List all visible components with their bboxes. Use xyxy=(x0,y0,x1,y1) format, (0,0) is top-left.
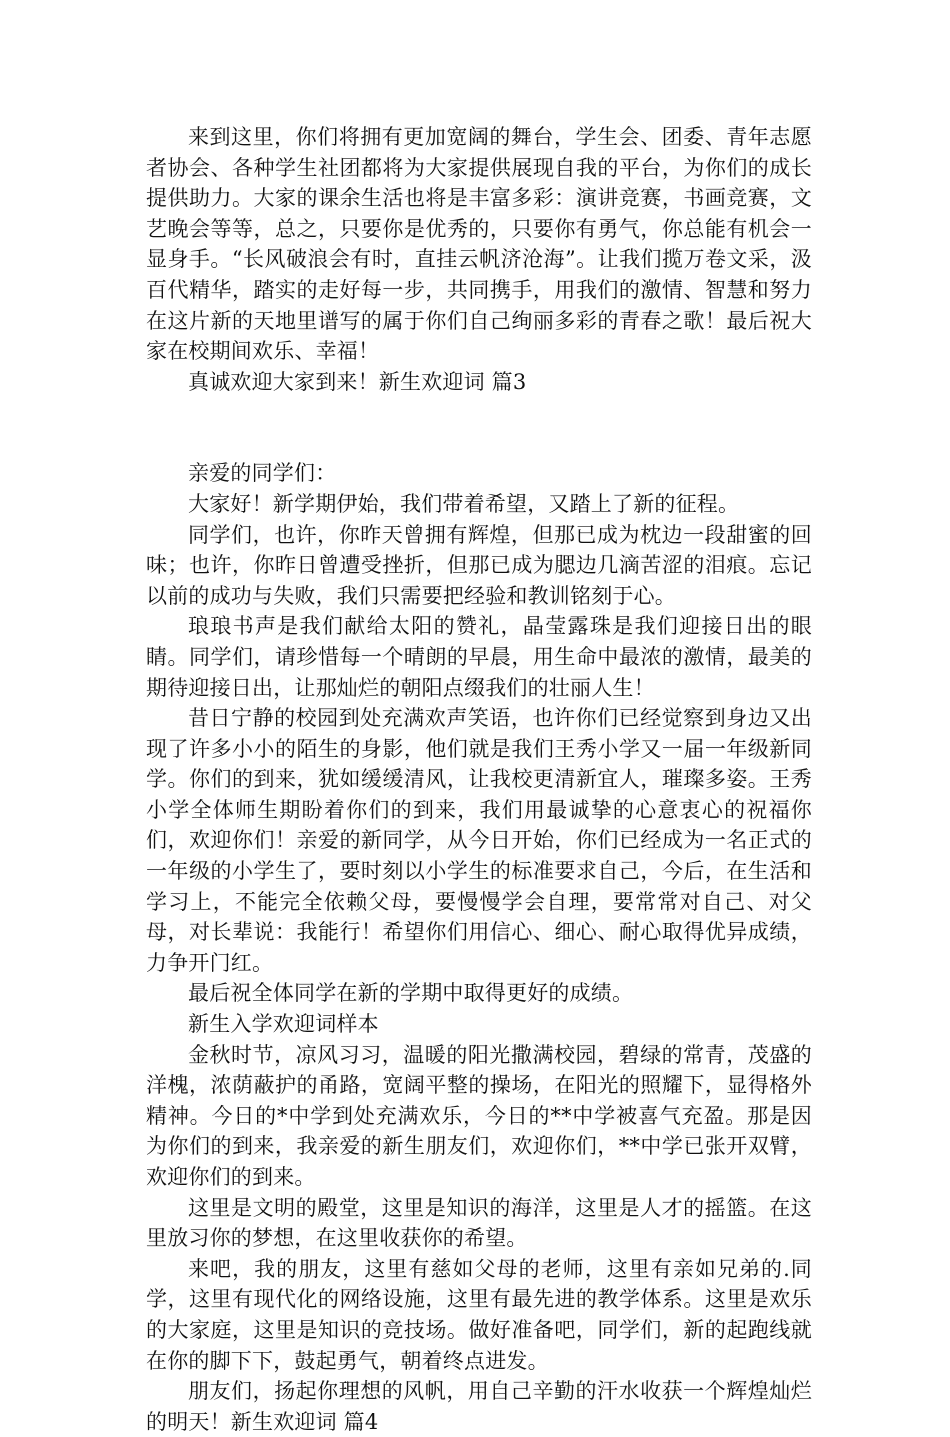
paragraph: 大家好！新学期伊始，我们带着希望，又踏上了新的征程。 xyxy=(188,491,740,516)
paragraph: 琅琅书声是我们献给太阳的赞礼，晶莹露珠是我们迎接日出的眼睛。同学们，请珍惜每一个晴朗的早晨，用生命中最浓的激情，最美的期待迎接日出，让那灿烂的朝阳点缀我们的壮丽人生！ xyxy=(146,614,812,700)
blank-gap xyxy=(146,397,812,458)
paragraph: 同学们，也许，你昨天曾拥有辉煌，但那已成为枕边一段甜蜜的回味；也许，你昨日曾遭受挫折，但那已成为腮边几滴苦涩的泪痕。忘记以前的成功与失败，我们只需要把经验和教训铭刻于心。 xyxy=(146,522,812,608)
paragraph: 来到这里，你们将拥有更加宽阔的舞台，学生会、团委、青年志愿者协会、各种学生社团都将为大家提供展现自我的平台，为你们的成长提供助力。大家的课余生活也将是丰富多彩：演讲竞赛，书画竞赛，文艺晚会等等，总之，只要你是优秀的，只要你有勇气，你总能有机会一显身手。“长风破浪会有时，直挂云帆济沧海”。让我们揽万卷文采，汲百代精华，踏实的走好每一步，共同携手，用我们的激情、智慧和努力在这片新的天地里谱写的属于你们自己绚丽多彩的青春之歌！最后祝大家在校期间欢乐、幸福！ xyxy=(146,125,812,364)
paragraph: 真诚欢迎大家到来！新生欢迎词 篇3 xyxy=(188,369,527,394)
paragraph: 来吧，我的朋友，这里有慈如父母的老师，这里有亲如兄弟的.同学，这里有现代化的网络设施，这里有最先进的教学体系。这里是欢乐的大家庭，这里是知识的竞技场。做好准备吧，同学们，新的起跑线就在你的脚下下，鼓起勇气，朝着终点进发。 xyxy=(146,1256,812,1373)
paragraph: 最后祝全体同学在新的学期中取得更好的成绩。 xyxy=(188,981,634,1006)
section-heading: 新生入学欢迎词样本 xyxy=(188,1012,379,1037)
paragraph: 昔日宁静的校园到处充满欢声笑语，也许你们已经觉察到身边又出现了许多小小的陌生的身影，他们就是我们王秀小学又一届一年级新同学。你们的到来，犹如缓缓清风，让我校更清新宜人，璀璨多姿。王秀小学全体师生期盼着你们的到来，我们用最诚挚的心意衷心的祝福你们，欢迎你们！亲爱的新同学，从今日开始，你们已经成为一名正式的一年级的小学生了，要时刻以小学生的标准要求自己，今后，在生活和学习上，不能完全依赖父母，要慢慢学会自理，要常常对自己、对父母，对长辈说：我能行！希望你们用信心、细心、耐心取得优异成绩，力争开门红。 xyxy=(146,706,812,975)
paragraph: 朋友们，扬起你理想的风帆，用自己辛勤的汗水收获一个辉煌灿烂的明天！新生欢迎词 篇4 xyxy=(146,1379,812,1434)
document-body xyxy=(146,122,812,1437)
salutation: 亲爱的同学们： xyxy=(188,461,337,486)
paragraph: 这里是文明的殿堂，这里是知识的海洋，这里是人才的摇篮。在这里放习你的梦想，在这里收获你的希望。 xyxy=(146,1195,812,1251)
paragraph: 金秋时节，凉风习习，温暖的阳光撒满校园，碧绿的常青，茂盛的洋槐，浓荫蔽护的甬路，宽阔平整的操场，在阳光的照耀下，显得格外精神。今日的*中学到处充满欢乐，今日的**中学被喜气充盈。那是因为你们的到来，我亲爱的新生朋友们，欢迎你们，**中学已张开双臂，欢迎你们的到来。 xyxy=(146,1042,812,1189)
